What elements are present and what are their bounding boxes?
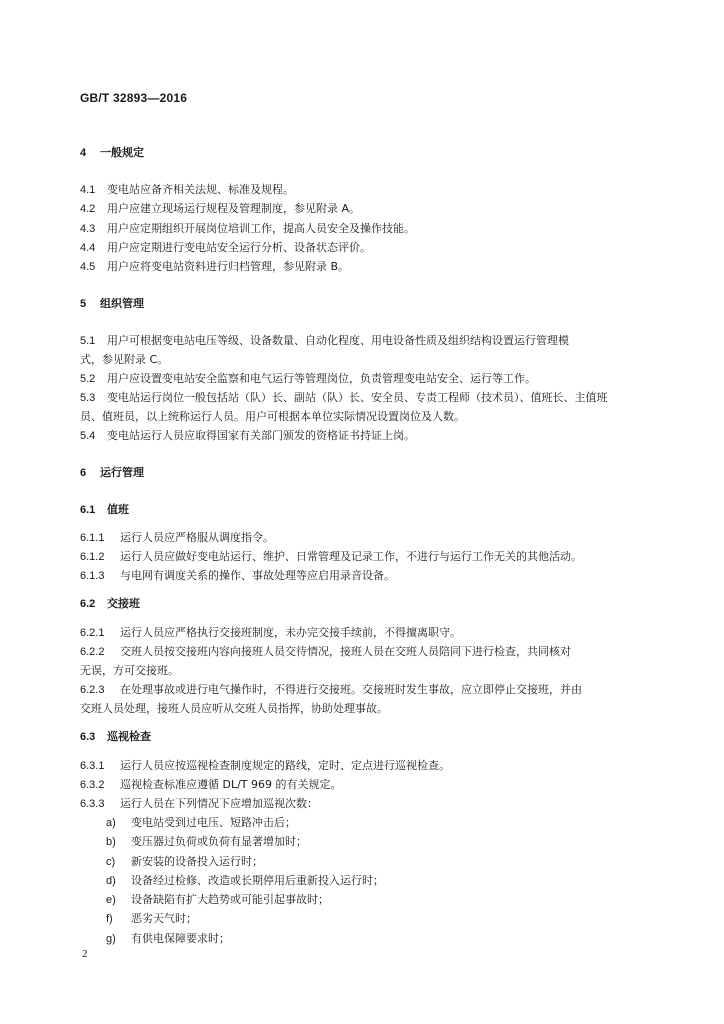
paragraph-line <box>80 626 461 640</box>
list-item <box>106 874 384 888</box>
clause-text: 运行人员应严格执行交接班制度，未办完交接手续前，不得擅离职守。 <box>120 626 461 639</box>
clause-number: 6.2.3 <box>80 684 105 696</box>
paragraph-line <box>80 353 168 367</box>
clause-number: 6.1.1 <box>80 532 105 544</box>
clause-text: 有供电保障要求时； <box>131 932 230 945</box>
paragraph-line <box>80 683 582 697</box>
clause-number: 6.3 <box>80 731 96 743</box>
clause-text: 一般规定 <box>100 146 144 159</box>
clause-text: 巡视检查标准应遵循 DL/T 969 的有关规定。 <box>120 778 342 791</box>
clause-text: 运行管理 <box>100 466 144 479</box>
paragraph-line <box>80 372 536 386</box>
clause-text: 运行人员应严格服从调度指令。 <box>120 531 274 544</box>
clause-text: 设备缺陷有扩大趋势或可能引起事故时； <box>131 893 329 906</box>
clause-text: 设备经过检修、改造或长期停用后重新投入运行时； <box>131 874 384 887</box>
clause-number: 6 <box>80 467 87 479</box>
clause-number: g) <box>106 933 116 945</box>
clause-text: 运行人员应做好变电站运行、维护、日常管理及记录工作，不进行与运行工作无关的其他活动。 <box>120 550 582 563</box>
standard-code-header: GB/T 32893—2016 <box>80 91 188 105</box>
clause-number: 4.1 <box>80 184 96 196</box>
clause-text: 用户应建立现场运行规程及管理制度，参见附录 A。 <box>107 202 361 215</box>
list-item <box>106 816 296 830</box>
clause-number: 6.1.3 <box>80 570 105 582</box>
clause-number: 6.3.1 <box>80 760 105 772</box>
list-item <box>106 893 329 907</box>
paragraph-line <box>80 183 294 197</box>
clause-number: 5.1 <box>80 335 96 347</box>
paragraph-line <box>80 702 388 716</box>
clause-text: 用户应定期进行变电站安全运行分析、设备状态评价。 <box>107 241 371 254</box>
list-item <box>106 932 230 946</box>
clause-text: 新安装的设备投入运行时； <box>131 855 263 868</box>
clause-number: 5.3 <box>80 392 96 404</box>
clause-text: 变压器过负荷或负荷有显著增加时； <box>131 835 307 848</box>
paragraph-line <box>80 531 274 545</box>
clause-text: 用户应设置变电站安全监察和电气运行等管理岗位，负责管理变电站安全、运行等工作。 <box>107 372 536 385</box>
section-heading <box>80 597 140 611</box>
clause-text: 员、值班员，以上统称运行人员。用户可根据本单位实际情况设置岗位及人数。 <box>80 410 465 423</box>
paragraph-line <box>80 645 571 659</box>
paragraph-line <box>80 429 415 443</box>
clause-text: 交接班 <box>107 597 140 610</box>
paragraph-line <box>80 391 608 405</box>
clause-number: 4 <box>80 147 87 159</box>
list-item <box>106 912 197 926</box>
section-heading <box>80 146 144 160</box>
clause-text: 用户可根据变电站电压等级、设备数量、自动化程度、用电设备性质及组织结构设置运行管理模 <box>107 334 569 347</box>
clause-text: 在处理事故或进行电气操作时，不得进行交接班。交接班时发生事故，应立即停止交接班，并由 <box>120 683 582 696</box>
clause-text: 用户应定期组织开展岗位培训工作，提高人员安全及操作技能。 <box>107 222 415 235</box>
page-number: 2 <box>82 948 88 960</box>
clause-text: 值班 <box>107 503 129 516</box>
paragraph-line <box>80 569 395 583</box>
clause-number: 4.2 <box>80 203 96 215</box>
clause-number: 6.1 <box>80 504 96 516</box>
paragraph-line <box>80 202 360 216</box>
clause-text: 用户应将变电站资料进行归档管理，参见附录 B。 <box>107 260 350 273</box>
clause-number: 5 <box>80 298 87 310</box>
paragraph-line <box>80 410 465 424</box>
clause-number: 5.4 <box>80 430 96 442</box>
clause-number: b) <box>106 836 116 848</box>
clause-number: d) <box>106 875 116 887</box>
clause-number: 5.2 <box>80 373 96 385</box>
paragraph-line <box>80 778 342 792</box>
clause-number: 6.3.3 <box>80 798 105 810</box>
clause-text: 变电站运行人员应取得国家有关部门颁发的资格证书持证上岗。 <box>107 429 415 442</box>
clause-number: 4.3 <box>80 223 96 235</box>
clause-text: 变电站运行岗位一般包括站（队）长、副站（队）长、安全员、专责工程师（技术员）、值班长、主值班 <box>107 391 608 404</box>
paragraph-line <box>80 759 450 773</box>
section-heading <box>80 503 129 517</box>
clause-number: 6.1.2 <box>80 551 105 563</box>
paragraph-line <box>80 222 415 236</box>
paragraph-line <box>80 797 318 811</box>
clause-number: 4.5 <box>80 261 96 273</box>
clause-number: 6.3.2 <box>80 779 105 791</box>
clause-text: 组织管理 <box>100 297 144 310</box>
clause-number: 6.2 <box>80 598 96 610</box>
clause-text: 交班人员按交接班内容向接班人员交待情况，接班人员在交班人员陪同下进行检查，共同核对 <box>120 645 571 658</box>
clause-text: 变电站应备齐相关法规、标准及规程。 <box>107 183 294 196</box>
clause-text: 运行人员应按巡视检查制度规定的路线，定时、定点进行巡视检查。 <box>120 759 450 772</box>
clause-text: 运行人员在下列情况下应增加巡视次数： <box>120 797 318 810</box>
section-heading <box>80 466 144 480</box>
clause-text: 恶劣天气时； <box>131 912 197 925</box>
paragraph-line <box>80 664 179 678</box>
paragraph-line <box>80 241 371 255</box>
clause-text: 变电站受到过电压、短路冲击后； <box>131 816 296 829</box>
clause-number: 4.4 <box>80 242 96 254</box>
clause-text: 交班人员处理，接班人员应听从交班人员指挥，协助处理事故。 <box>80 702 388 715</box>
clause-text: 无误，方可交接班。 <box>80 664 179 677</box>
paragraph-line <box>80 334 569 348</box>
paragraph-line <box>80 550 582 564</box>
clause-number: e) <box>106 894 116 906</box>
clause-number: a) <box>106 817 116 829</box>
clause-text: 与电网有调度关系的操作、事故处理等应启用录音设备。 <box>120 569 395 582</box>
clause-text: 巡视检查 <box>107 730 151 743</box>
paragraph-line <box>80 260 349 274</box>
clause-number: 6.2.1 <box>80 627 105 639</box>
list-item <box>106 855 263 869</box>
clause-number: f) <box>106 913 113 925</box>
list-item <box>106 835 307 849</box>
clause-text: 式，参见附录 C。 <box>80 353 169 366</box>
clause-number: c) <box>106 856 116 868</box>
section-heading <box>80 730 151 744</box>
section-heading <box>80 297 144 311</box>
clause-number: 6.2.2 <box>80 646 105 658</box>
